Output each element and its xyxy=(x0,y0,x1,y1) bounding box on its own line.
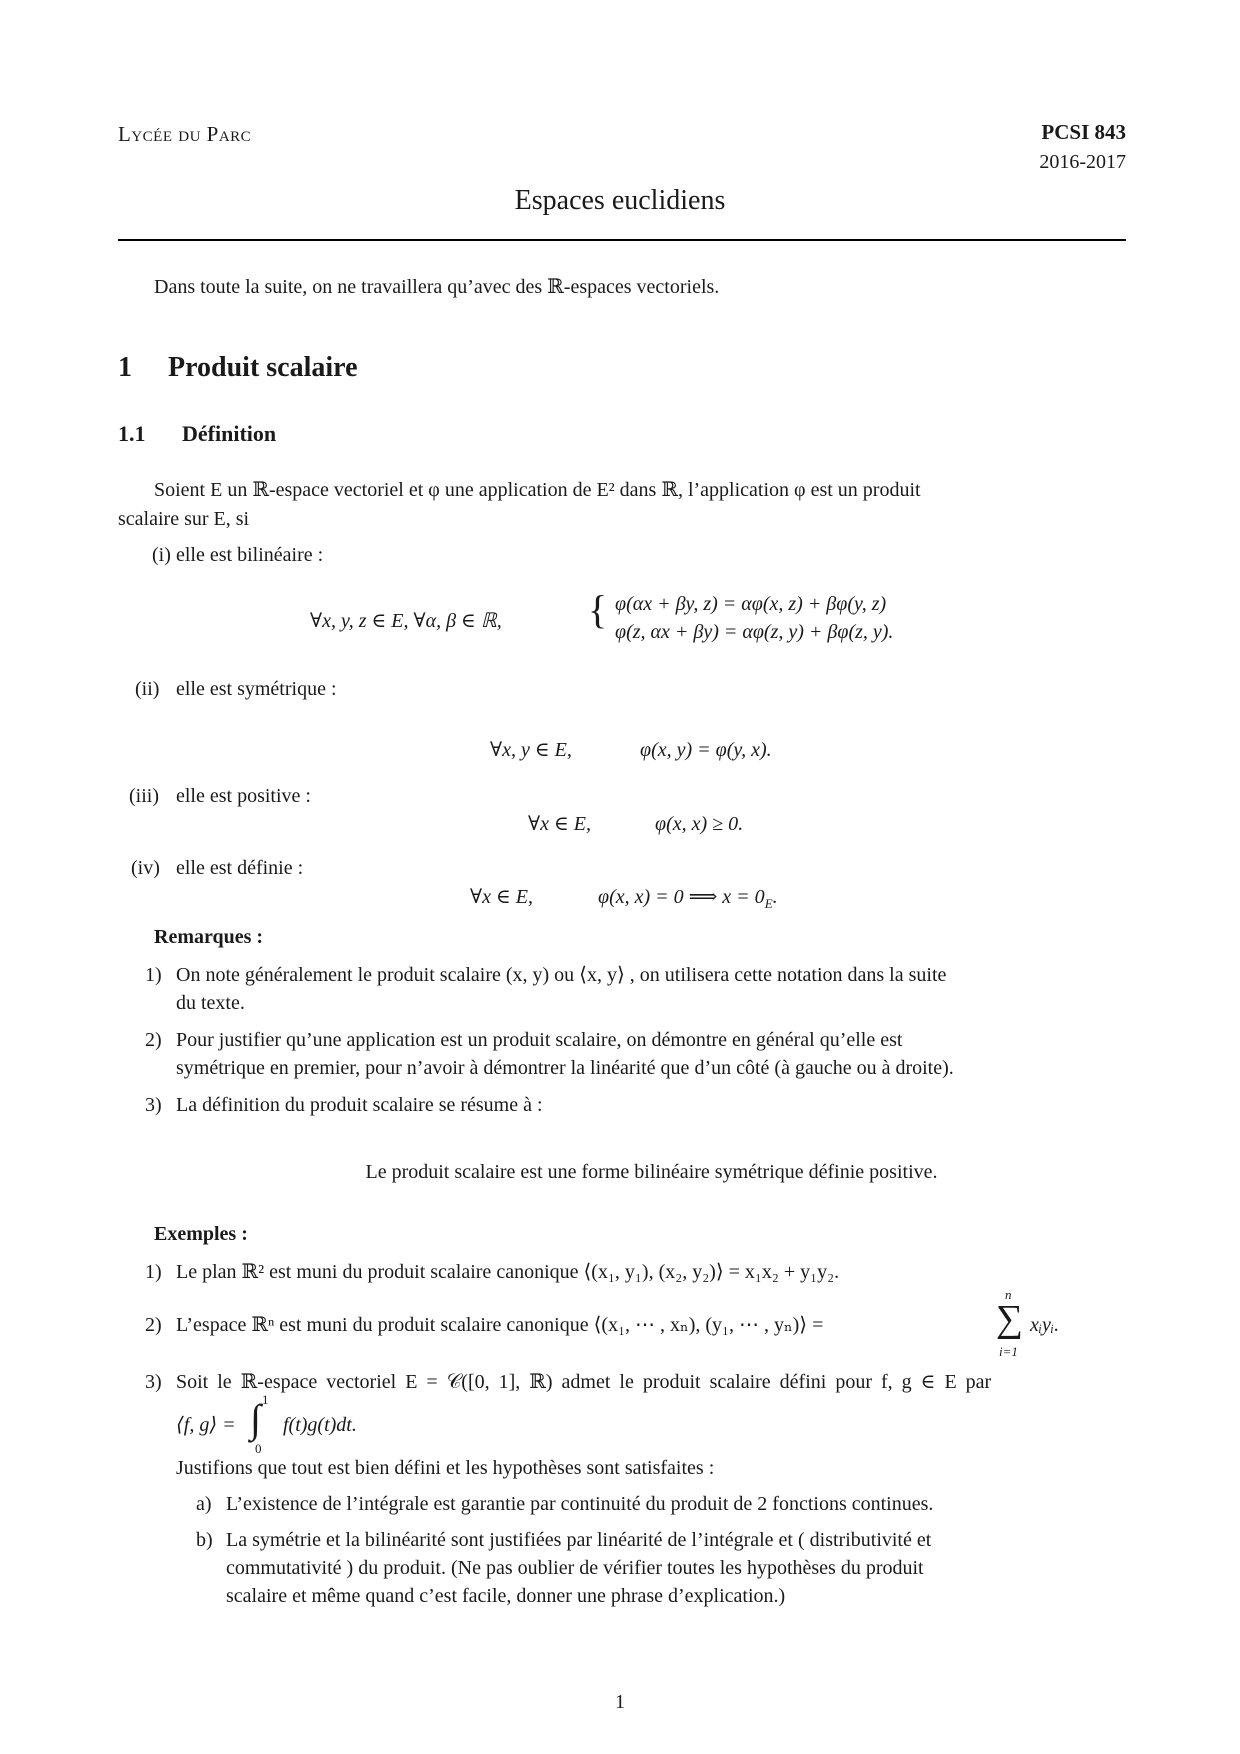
remark-2-line2: symétrique en premier, pour n’avoir à démontrer la linéarité que d’un côté (à gauche ou à droite). xyxy=(176,1057,954,1079)
definite-quantifier: ∀x ∈ E, xyxy=(470,886,533,908)
sum-term: xᵢyᵢ. xyxy=(1030,1314,1060,1336)
example-1-num: 1) xyxy=(145,1261,162,1283)
example-3-num: 3) xyxy=(145,1371,162,1393)
school-name: Lycée du Parc xyxy=(118,122,252,146)
item-text-iii: elle est positive : xyxy=(176,785,311,807)
integral-lower-bound: 0 xyxy=(255,1441,262,1456)
example-3-line1: Soit le ℝ-espace vectoriel E = 𝒞([0, 1], ℝ) admet le produit scalaire défini pour f, g ∈ E par xyxy=(176,1371,992,1393)
section-title: Produit scalaire xyxy=(168,352,358,383)
remark-summary: Le produit scalaire est une forme bilinéaire symétrique définie positive. xyxy=(365,1161,938,1183)
subsection-number: 1.1 xyxy=(118,421,146,446)
sum-lower-bound: i=1 xyxy=(999,1344,1018,1359)
symmetric-quantifier: ∀x, y ∈ E, xyxy=(490,739,572,761)
definite-formula: φ(x, x) = 0 ⟹ $x = 0_E$. xyxy=(598,886,778,911)
item-label-ii: (ii) xyxy=(135,678,160,700)
exemples-heading: Exemples : xyxy=(154,1223,248,1245)
integrand: f(t)g(t)dt. xyxy=(283,1414,357,1436)
integral-lhs: ⟨f, g⟩ = xyxy=(176,1414,236,1436)
example-1-text: Le plan ℝ² est muni du produit scalaire canonique ⟨(x₁, y₁), (x₂, y₂)⟩ = x₁x₂ + y₁y₂. xyxy=(176,1261,840,1283)
sub-b-label: b) xyxy=(196,1529,213,1551)
item-text-iv: elle est définie : xyxy=(176,857,304,879)
item-text-i: elle est bilinéaire : xyxy=(176,544,324,566)
page-number: 1 xyxy=(615,1691,625,1713)
sub-b-line2: commutativité ) du produit. (Ne pas oublier de vérifier toutes les hypothèses du produit xyxy=(226,1557,924,1579)
example-2-num: 2) xyxy=(145,1314,162,1336)
bilinear-quantifier: ∀x, y, z ∈ E, ∀α, β ∈ ℝ, xyxy=(310,610,502,632)
school-year: 2016-2017 xyxy=(1039,151,1126,173)
remarques-heading: Remarques : xyxy=(154,926,264,948)
bilinear-brace: { xyxy=(588,587,608,632)
title-rule xyxy=(118,239,1126,241)
example-3-justify: Justifions que tout est bien défini et les hypothèses sont satisfaites : xyxy=(176,1457,715,1479)
sub-a-line1: L’existence de l’intégrale est garantie par continuité du produit de 2 fonctions continues. xyxy=(226,1493,934,1515)
sum-upper-bound: n xyxy=(1005,1287,1012,1302)
remark-2-line1: Pour justifier qu’une application est un produit scalaire, on démontre en général qu’elle est xyxy=(176,1029,903,1051)
document-title: Espaces euclidiens xyxy=(514,185,726,216)
item-label-i: (i) xyxy=(152,544,171,566)
symmetric-formula: φ(x, y) = φ(y, x). xyxy=(640,739,772,761)
remark-3-num: 3) xyxy=(145,1094,162,1116)
intro-text: Dans toute la suite, on ne travaillera qu’avec des ℝ-espaces vectoriels. xyxy=(154,276,720,298)
bilinear-formula-1: φ(αx + βy, z) = αφ(x, z) + βφ(y, z) xyxy=(615,593,887,615)
example-2-text: L’espace ℝⁿ est muni du produit scalaire canonique ⟨(x₁, ⋯ , xₙ), (y₁, ⋯ , yₙ)⟩ = xyxy=(176,1314,824,1336)
remark-1-line2: du texte. xyxy=(176,992,245,1014)
sub-b-line3: scalaire et même quand c’est facile, donner une phrase d’explication.) xyxy=(226,1585,786,1607)
section-number: 1 xyxy=(118,352,132,383)
remark-1-line1: On note généralement le produit scalaire (x, y) ou ⟨x, y⟩ , on utilisera cette notation dans la suite xyxy=(176,964,947,986)
item-text-ii: elle est symétrique : xyxy=(176,678,337,700)
remark-2-num: 2) xyxy=(145,1029,162,1051)
definition-line1: Soient E un ℝ-espace vectoriel et φ une application de E² dans ℝ, l’application φ est un produit xyxy=(154,479,921,501)
positive-formula: φ(x, x) ≥ 0. xyxy=(655,813,744,835)
sub-a-label: a) xyxy=(196,1493,212,1515)
remark-3-line1: La définition du produit scalaire se résume à : xyxy=(176,1094,543,1116)
integral-upper-bound: 1 xyxy=(262,1392,269,1407)
positive-quantifier: ∀x ∈ E, xyxy=(528,813,591,835)
integral-sign: ∫ xyxy=(250,1396,261,1441)
item-label-iv: (iv) xyxy=(131,857,160,879)
bilinear-formula-2: φ(z, αx + βy) = αφ(z, y) + βφ(z, y). xyxy=(615,621,894,643)
class-name: PCSI 843 xyxy=(1041,120,1126,144)
sub-b-line1: La symétrie et la bilinéarité sont justifiées par linéarité de l’intégrale et ( distributivité et xyxy=(226,1529,932,1551)
sum-sign: ∑ xyxy=(996,1298,1024,1340)
remark-1-num: 1) xyxy=(145,964,162,986)
definition-line2: scalaire sur E, si xyxy=(118,508,250,530)
item-label-iii: (iii) xyxy=(129,785,159,807)
subsection-title: Définition xyxy=(182,421,277,446)
